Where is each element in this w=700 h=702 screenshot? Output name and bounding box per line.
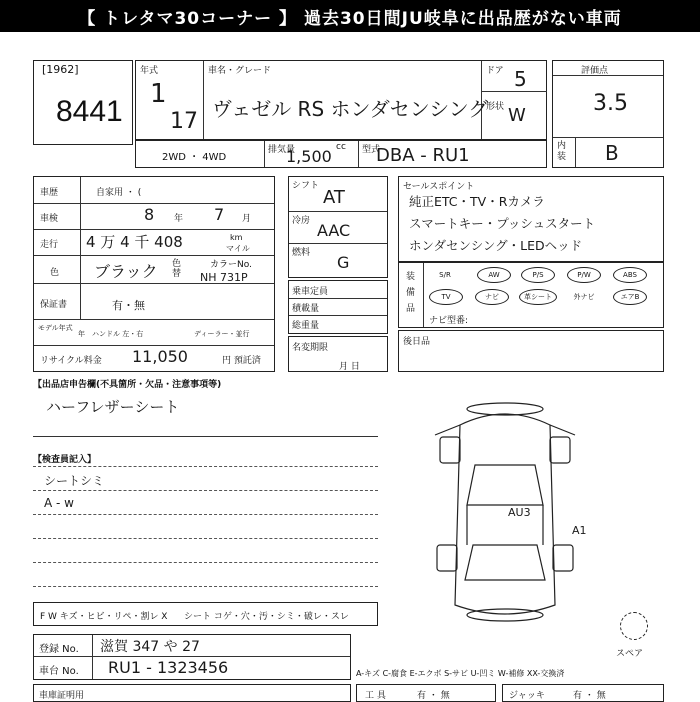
equip-navi: ナビ [475,289,509,305]
equip-sr: S/R [439,271,451,279]
handle-label: ハンドル 左・右 [92,330,144,338]
recycle-label: リサイクル料金 [40,356,102,366]
car-name-value: ヴェゼル RS ホンダセンシング [212,97,489,121]
spare-circle [620,612,648,640]
month-value: 17 [170,109,198,134]
color-no-value: NH 731P [200,271,248,284]
interior-label: 内装 [557,141,567,162]
capacity-box [288,280,388,334]
color-value: ブラック [94,262,158,281]
cc-label: cc [336,142,346,152]
displacement-value: 1,500 [286,147,332,166]
inspection-year: 8 [144,205,155,224]
capacity-label: 乗車定員 [292,287,329,297]
evaluation-label: 評価点 [581,66,609,76]
equip-ext-navi: 外ナビ [573,293,595,301]
model-grade-label: 車名・グレード [208,66,272,76]
color-change-label: 色替 [172,259,182,279]
doors-value: 5 [514,67,527,91]
inspector-note-1: シートシミ [44,474,105,488]
evaluation-box [552,60,664,168]
model-code-label: 型式 [362,145,381,155]
plate-value: 滋賀 347 や 27 [100,639,200,655]
notes-box [398,330,664,372]
mileage-label: 走行 [40,240,59,250]
warranty-label: 保証書 [40,300,68,310]
color-no-label: カラーNo. [210,260,252,270]
lot-code: [1962] [42,63,79,76]
fuel-value: G [337,253,350,272]
notes-label: 後日品 [403,337,431,347]
vehicle-cert-box [33,684,351,702]
equip-leather: 革シート [519,289,557,305]
shift-value: AT [323,187,345,208]
equip-airbag: エアB [613,289,647,305]
vehicle-cert-label: 車庫証明用 [39,691,85,701]
year-value: 1 [150,79,167,109]
mile-label: マイル [226,244,250,253]
equipment-box [398,262,664,328]
seller-note-value: ハーフレザーシート [46,398,180,416]
jack-label: ジャッキ [509,691,545,701]
dealer-label: ディーラー・並行 [194,330,250,338]
fuel-label: 燃料 [292,248,311,258]
condition-key: A-キズ C-腐食 E-エクボ S-サビ U-凹ミ W-補修 XX-交換済 [356,669,565,678]
equip-aw: AW [477,267,511,283]
history-label: 車歴 [40,188,59,198]
tools-value: 有 ・ 無 [417,691,450,701]
tools-label: 工 具 [365,691,386,701]
registration-box [33,634,351,680]
recycle-value: 11,050 [132,347,188,366]
fw-row-label: F W キズ・ヒビ・リペ・割レ X [40,612,168,622]
spare-label: スペア [616,649,644,659]
inspector-note-2: A - w [44,496,74,510]
seat-row-label: シート コゲ・穴・汚・シミ・破レ・スレ [184,612,349,622]
body-value: W [508,105,526,126]
interior-value: B [605,141,619,165]
shift-label: シフト [292,181,320,191]
jack-value: 有 ・ 無 [573,691,606,701]
inspection-month: 7 [214,205,225,224]
aircon-label: 冷房 [292,216,311,226]
equipment-label: 装備品 [406,272,416,314]
score-value: 3.5 [593,91,628,116]
model-code-value: DBA - RU1 [376,145,470,166]
banner: 【 トレタマ30コーナー 】 過去30日間JU岐阜に出品歴がない車両 [0,0,700,32]
equip-abs: ABS [613,267,647,283]
model-year-unit: 年 [78,330,85,338]
warranty-value: 有・無 [112,299,145,312]
inspection-label: 車検 [40,214,59,224]
km-label: km [230,233,243,242]
name-change-box [288,336,388,372]
car-diagram [405,395,605,630]
fw-seat-row [33,602,378,626]
navi-type-label: ナビ型番: [429,316,469,326]
equip-ps: P/S [521,267,555,283]
sales-point-text: 純正ETC・TV・Rカメラ スマートキー・プッシュスタート ホンダセンシング・LEDヘッド [409,194,596,253]
inspector-notes-label: 【検査員記入】 [33,455,97,465]
damage-au3: AU3 [508,506,531,519]
jack-box [502,684,664,702]
drive-label: 2WD ・ 4WD [162,152,227,163]
color-label: 色 [50,268,60,278]
name-change-label: 名変期限 [292,343,329,353]
body-type-label: 形状 [486,102,505,112]
history-value: 自家用 ・ ( [96,188,142,198]
mileage-value: 4 万 4 千 408 [86,233,183,251]
displacement-label: 排気量 [268,145,296,155]
chassis-label: 車台 No. [39,666,79,677]
year-label: 年式 [140,66,159,76]
equip-tv: TV [429,289,463,305]
load-label: 積載量 [292,304,320,314]
shift-box [288,176,388,278]
sales-point-box [398,176,664,262]
equip-pw: P/W [567,267,601,283]
details-box [33,176,275,372]
year-unit: 年 [174,214,184,224]
month-unit: 月 [242,214,252,224]
name-change-unit: 月 日 [339,362,360,372]
registration-label: 登録 No. [39,644,79,655]
seller-notes-label: 【出品店申告欄(不具箇所・欠品・注意事項等) [33,380,222,390]
sales-point-label: セールスポイント [403,182,475,192]
vehicle-main-box [135,60,547,140]
recycle-unit: 円 預託済 [222,356,261,366]
gross-label: 総重量 [292,321,320,331]
model-year-label: モデル年式 [38,324,73,332]
aircon-value: AAC [317,221,351,240]
tools-box [356,684,496,702]
damage-a1: A1 [572,524,587,537]
doors-label: ドア [486,66,504,76]
chassis-value: RU1 - 1323456 [108,658,229,677]
lot-box [33,60,133,145]
lot-number: 8441 [56,95,123,128]
drive-row [135,140,547,168]
